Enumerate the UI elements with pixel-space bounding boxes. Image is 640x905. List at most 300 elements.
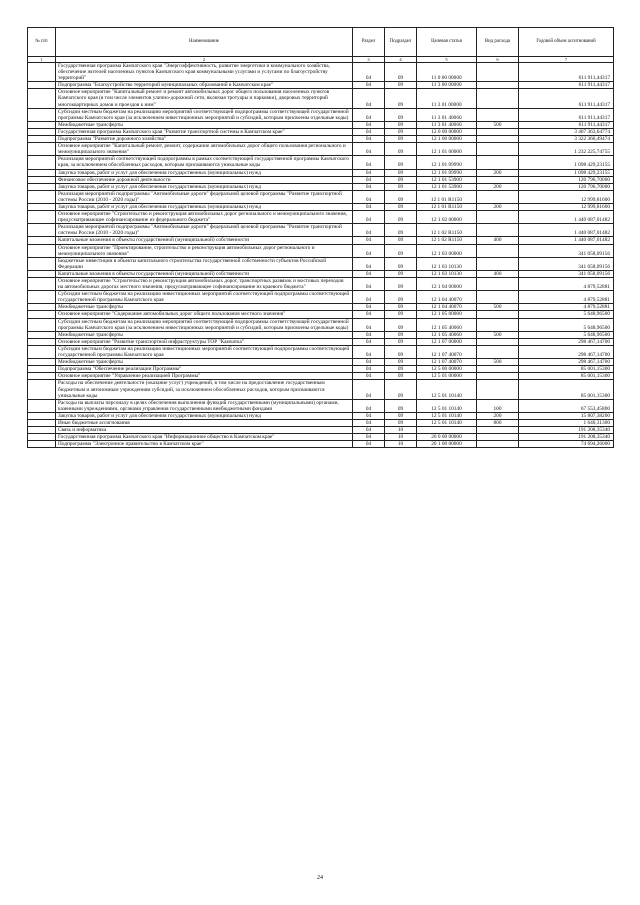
cell-num xyxy=(28,441,56,448)
table-row xyxy=(28,156,614,169)
cell-name: Закупка товаров, работ и услуг для обеспечения государственных (муниципальных) нужд xyxy=(56,412,353,419)
cell-csr: 12 1 04 00000 xyxy=(417,278,477,291)
cell-sum: 15 807,38200 xyxy=(519,412,614,419)
cell-razdel: 04 xyxy=(353,211,385,224)
cell-podrazdel: 09 xyxy=(385,121,417,128)
cell-num xyxy=(28,419,56,426)
cell-csr: 12 1 01 09990 xyxy=(417,169,477,176)
cell-csr: 12 1 03 10130 xyxy=(417,270,477,277)
cell-sum: 611 911,44317 xyxy=(519,82,614,89)
cell-num xyxy=(28,156,56,169)
cell-sum: 611 911,44317 xyxy=(519,108,614,121)
cell-podrazdel: 09 xyxy=(385,380,417,399)
cell-name: Основное мероприятие "Строительство и реконструкция автомобильных дорог, транспортных развязок и мостовых переходов на автомобильных дорогах местного значения, предусматривающее софинансирование из краевого бюджета" xyxy=(56,278,353,291)
cell-razdel: 04 xyxy=(353,203,385,210)
cell-podrazdel: 09 xyxy=(385,63,417,82)
header-vr: Вид расхода xyxy=(477,28,519,57)
cell-podrazdel: 09 xyxy=(385,304,417,311)
cell-csr: 12 1 05 40060 xyxy=(417,318,477,331)
cell-razdel: 04 xyxy=(353,257,385,270)
cell-vr xyxy=(477,345,519,358)
cell-name: Бюджетные инвестиции в объекты капитального строительства государственной собственности субъектов Российской Федерации xyxy=(56,257,353,270)
cell-num xyxy=(28,270,56,277)
cell-podrazdel: 09 xyxy=(385,128,417,135)
cell-vr xyxy=(477,224,519,237)
cell-sum: 1 098 429,23155 xyxy=(519,169,614,176)
cell-num xyxy=(28,331,56,338)
cell-podrazdel: 09 xyxy=(385,156,417,169)
cell-podrazdel: 09 xyxy=(385,89,417,108)
cell-csr: 12 1 02 R1150 xyxy=(417,224,477,237)
cell-vr xyxy=(477,82,519,89)
table-row xyxy=(28,121,614,128)
cell-podrazdel: 09 xyxy=(385,366,417,373)
cell-num xyxy=(28,176,56,183)
header-podrazdel: Подраздел xyxy=(385,28,417,57)
cell-sum: 1 440 087,01482 xyxy=(519,237,614,244)
table-row xyxy=(28,89,614,108)
cell-sum: 611 911,44317 xyxy=(519,89,614,108)
cell-vr: 500 xyxy=(477,359,519,366)
cell-name: Расходы на обеспечение деятельности (оказание услуг) учреждений, в том числе на предоставление государственным бюджетным и автономным учреждениям субсидий, за исключением обособленных расходов, которым присваиваются уникальные коды xyxy=(56,380,353,399)
cell-num xyxy=(28,169,56,176)
cell-csr: 12 5 01 10140 xyxy=(417,419,477,426)
cell-name: Государственная программа Камчатского края "Развитие транспортной системы в Камчатском крае" xyxy=(56,128,353,135)
cell-csr: 12 1 04 40070 xyxy=(417,291,477,304)
cell-csr: 12 1 01 53900 xyxy=(417,183,477,190)
cell-razdel: 04 xyxy=(353,338,385,345)
cell-name: Межбюджетные трансферты xyxy=(56,331,353,338)
cell-razdel: 04 xyxy=(353,244,385,257)
table-row xyxy=(28,176,614,183)
cell-vr xyxy=(477,176,519,183)
cell-razdel: 04 xyxy=(353,304,385,311)
cell-sum: 611 911,44317 xyxy=(519,63,614,82)
cell-razdel: 04 xyxy=(353,183,385,190)
cell-podrazdel: 09 xyxy=(385,399,417,412)
cell-name: Межбюджетные трансферты xyxy=(56,121,353,128)
cell-razdel: 04 xyxy=(353,190,385,203)
cell-csr: 12 1 02 00000 xyxy=(417,211,477,224)
cell-vr: 200 xyxy=(477,412,519,419)
cell-razdel: 04 xyxy=(353,399,385,412)
cell-razdel: 04 xyxy=(353,237,385,244)
cell-sum: 3 407 363,64774 xyxy=(519,128,614,135)
cell-vr: 500 xyxy=(477,331,519,338)
table-row xyxy=(28,434,614,441)
cell-razdel: 04 xyxy=(353,156,385,169)
cell-podrazdel: 09 xyxy=(385,311,417,318)
cell-num xyxy=(28,121,56,128)
table-row xyxy=(28,169,614,176)
cell-sum: 191 208,35340 xyxy=(519,427,614,434)
cell-num xyxy=(28,257,56,270)
cell-name: Основное мероприятие "Капитальный ремонт, ремонт, содержание автомобильных дорог общего пользования регионального и межмуниципального значения" xyxy=(56,143,353,156)
cell-vr xyxy=(477,244,519,257)
cell-name: Капитальные вложения в объекты государственной (муниципальной) собственности xyxy=(56,270,353,277)
cell-razdel: 04 xyxy=(353,136,385,143)
cell-razdel: 04 xyxy=(353,143,385,156)
table-row xyxy=(28,412,614,419)
cell-vr xyxy=(477,143,519,156)
cell-razdel: 04 xyxy=(353,412,385,419)
cell-csr xyxy=(417,427,477,434)
cell-csr: 12 1 02 R1150 xyxy=(417,237,477,244)
cell-podrazdel: 09 xyxy=(385,419,417,426)
cell-razdel: 04 xyxy=(353,108,385,121)
cell-num xyxy=(28,244,56,257)
cell-num xyxy=(28,278,56,291)
index-cell: 1 xyxy=(28,57,56,63)
table-row xyxy=(28,63,614,82)
cell-vr xyxy=(477,278,519,291)
cell-sum: 12 999,81600 xyxy=(519,190,614,203)
cell-podrazdel: 09 xyxy=(385,359,417,366)
cell-name: Подпрограмма "Электронное правительство в Камчатском крае" xyxy=(56,441,353,448)
cell-razdel: 04 xyxy=(353,82,385,89)
cell-podrazdel: 09 xyxy=(385,318,417,331)
cell-vr: 200 xyxy=(477,183,519,190)
cell-csr: 20 0 00 00000 xyxy=(417,434,477,441)
table-row xyxy=(28,237,614,244)
cell-podrazdel: 10 xyxy=(385,434,417,441)
cell-vr: 500 xyxy=(477,121,519,128)
cell-name: Иные бюджетные ассигнования xyxy=(56,419,353,426)
cell-razdel: 04 xyxy=(353,89,385,108)
cell-razdel: 04 xyxy=(353,345,385,358)
cell-vr xyxy=(477,311,519,318)
cell-csr: 11 3 01 40060 xyxy=(417,121,477,128)
cell-num xyxy=(28,190,56,203)
cell-podrazdel: 09 xyxy=(385,224,417,237)
cell-sum: 341 058,09156 xyxy=(519,244,614,257)
table-header-row xyxy=(28,28,614,57)
cell-name: Реализация мероприятий подпрограммы "Автомобильные дороги" федеральной целевой программы "Развитие транспортной системы России (2010 - 2020 годы)" xyxy=(56,190,353,203)
cell-podrazdel: 09 xyxy=(385,136,417,143)
cell-razdel: 04 xyxy=(353,224,385,237)
header-num: № п/п xyxy=(28,28,56,57)
header-sum: Годовой объем ассигнований xyxy=(519,28,614,57)
cell-razdel: 04 xyxy=(353,366,385,373)
cell-vr xyxy=(477,427,519,434)
table-row xyxy=(28,304,614,311)
cell-sum: 74 694,26000 xyxy=(519,441,614,448)
cell-num xyxy=(28,211,56,224)
cell-vr xyxy=(477,291,519,304)
cell-vr xyxy=(477,373,519,380)
index-cell: 7 xyxy=(519,57,614,63)
cell-sum: 3 322 366,49474 xyxy=(519,136,614,143)
cell-name: Подпрограмма "Обеспечение реализации Программы" xyxy=(56,366,353,373)
cell-name: Реализация мероприятий соответствующей подпрограммы в рамках соответствующей государственной программы Камчатского края, за исключением обособленных расходов, которым присваиваются уникальные коды xyxy=(56,156,353,169)
budget-table xyxy=(27,27,614,448)
cell-podrazdel: 09 xyxy=(385,143,417,156)
cell-vr xyxy=(477,338,519,345)
index-cell: 5 xyxy=(417,57,477,63)
table-row xyxy=(28,278,614,291)
cell-sum: 12 999,81600 xyxy=(519,203,614,210)
table-row xyxy=(28,366,614,373)
cell-csr: 12 1 01 R1150 xyxy=(417,190,477,203)
cell-podrazdel: 09 xyxy=(385,257,417,270)
cell-num xyxy=(28,345,56,358)
cell-sum: 298 467,14700 xyxy=(519,338,614,345)
cell-name: Субсидии местным бюджетам на реализацию инвестиционных мероприятий соответствующей подпрограммы соответствующей государственной программы Камчатского края xyxy=(56,291,353,304)
table-row xyxy=(28,359,614,366)
cell-sum: 4 879,52881 xyxy=(519,291,614,304)
cell-vr: 400 xyxy=(477,237,519,244)
cell-csr: 12 1 05 40060 xyxy=(417,331,477,338)
cell-csr: 12 1 01 09990 xyxy=(417,156,477,169)
cell-podrazdel: 09 xyxy=(385,176,417,183)
cell-csr: 20 1 00 00000 xyxy=(417,441,477,448)
cell-sum: 298 467,14700 xyxy=(519,359,614,366)
table-row xyxy=(28,441,614,448)
cell-num xyxy=(28,143,56,156)
cell-num xyxy=(28,412,56,419)
index-cell: 4 xyxy=(385,57,417,63)
cell-num xyxy=(28,63,56,82)
cell-name: Капитальные вложения в объекты государственной (муниципальной) собственности xyxy=(56,237,353,244)
cell-vr xyxy=(477,211,519,224)
cell-sum: 4 879,52881 xyxy=(519,278,614,291)
cell-sum: 341 058,09156 xyxy=(519,270,614,277)
cell-csr: 12 5 01 10140 xyxy=(417,399,477,412)
cell-sum: 120 796,70000 xyxy=(519,176,614,183)
cell-vr: 100 xyxy=(477,399,519,412)
table-row xyxy=(28,380,614,399)
cell-name: Основное мероприятие "Развитие транспортной инфраструктуры ТОР "Камчатка" xyxy=(56,338,353,345)
cell-csr: 12 0 00 00000 xyxy=(417,128,477,135)
cell-name: Субсидии местным бюджетам на реализацию мероприятий соответствующей подпрограммы соответствующей государственной программы Камчатского края (за исключением инвестиционных мероприятий и субсидий, которым присвоены отдельные коды) xyxy=(56,318,353,331)
table-row xyxy=(28,108,614,121)
table-row xyxy=(28,338,614,345)
cell-num xyxy=(28,359,56,366)
cell-num xyxy=(28,108,56,121)
cell-podrazdel: 09 xyxy=(385,291,417,304)
cell-num xyxy=(28,128,56,135)
cell-podrazdel: 10 xyxy=(385,427,417,434)
table-row xyxy=(28,427,614,434)
cell-name: Закупка товаров, работ и услуг для обеспечения государственных (муниципальных) нужд xyxy=(56,169,353,176)
cell-name: Расходы на выплаты персоналу в целях обеспечения выполнения функций государственными (муниципальными) органами, казенными учреждениями, органами управления государственными внебюджетными фондами xyxy=(56,399,353,412)
cell-num xyxy=(28,399,56,412)
cell-csr: 12 1 01 53900 xyxy=(417,176,477,183)
cell-razdel: 04 xyxy=(353,176,385,183)
cell-podrazdel: 09 xyxy=(385,211,417,224)
cell-sum: 4 879,52881 xyxy=(519,304,614,311)
cell-num xyxy=(28,237,56,244)
cell-razdel: 04 xyxy=(353,441,385,448)
cell-csr: 11 0 00 00000 xyxy=(417,63,477,82)
cell-name: Подпрограмма "Благоустройство территорий муниципальных образований в Камчатском крае" xyxy=(56,82,353,89)
cell-vr xyxy=(477,136,519,143)
cell-razdel: 04 xyxy=(353,169,385,176)
cell-razdel: 04 xyxy=(353,121,385,128)
cell-razdel: 04 xyxy=(353,278,385,291)
cell-vr: 200 xyxy=(477,203,519,210)
table-row xyxy=(28,399,614,412)
cell-sum: 1 440 087,01482 xyxy=(519,211,614,224)
cell-podrazdel: 10 xyxy=(385,441,417,448)
table-row xyxy=(28,183,614,190)
cell-num xyxy=(28,304,56,311)
cell-name: Субсидии местным бюджетам на реализацию инвестиционных мероприятий соответствующей подпрограммы соответствующей государственной программы Камчатского края xyxy=(56,345,353,358)
cell-num xyxy=(28,82,56,89)
cell-num xyxy=(28,136,56,143)
cell-podrazdel: 09 xyxy=(385,237,417,244)
table-row xyxy=(28,419,614,426)
cell-razdel: 04 xyxy=(353,291,385,304)
cell-podrazdel: 09 xyxy=(385,244,417,257)
cell-vr xyxy=(477,380,519,399)
index-cell: 2 xyxy=(56,57,353,63)
cell-num xyxy=(28,434,56,441)
cell-name: Реализация мероприятий подпрограммы "Автомобильные дороги" федеральной целевой программы "Развитие транспортной системы России (2010 - 2020 годы)" xyxy=(56,224,353,237)
table-row xyxy=(28,311,614,318)
cell-csr: 12 5 01 10140 xyxy=(417,412,477,419)
table-row xyxy=(28,224,614,237)
cell-name: Основное мероприятие "Содержание автомобильных дорог общего пользования местного значения" xyxy=(56,311,353,318)
cell-num xyxy=(28,291,56,304)
cell-name: Государственная программа Камчатского края "Информационное общество в Камчатском крае" xyxy=(56,434,353,441)
cell-razdel: 04 xyxy=(353,63,385,82)
table-row xyxy=(28,373,614,380)
table-row xyxy=(28,257,614,270)
cell-podrazdel: 09 xyxy=(385,169,417,176)
cell-sum: 5 648,96500 xyxy=(519,318,614,331)
cell-name: Субсидии местным бюджетам на реализацию мероприятий соответствующей подпрограммы соответствующей государственной программы Камчатского края (за исключением инвестиционных мероприятий и субсидий, которым присвоены отдельные коды) xyxy=(56,108,353,121)
index-cell: 6 xyxy=(477,57,519,63)
cell-sum: 191 208,35340 xyxy=(519,434,614,441)
cell-csr: 12 5 00 00000 xyxy=(417,366,477,373)
cell-csr: 12 1 05 00000 xyxy=(417,311,477,318)
table-row xyxy=(28,331,614,338)
cell-num xyxy=(28,89,56,108)
cell-csr: 11 3 01 40060 xyxy=(417,108,477,121)
cell-vr xyxy=(477,318,519,331)
cell-razdel: 04 xyxy=(353,434,385,441)
cell-sum: 5 648,96500 xyxy=(519,331,614,338)
cell-sum: 1 232 225,74755 xyxy=(519,143,614,156)
cell-name: Государственная программа Камчатского края "Энергоэффективность, развитие энергетики и коммунального хозяйства, обеспечение жителей населенных пунктов Камчатского края коммунальными услугами и услугами по благоустройству территорий" xyxy=(56,63,353,82)
table-row xyxy=(28,143,614,156)
cell-csr: 11 3 01 00000 xyxy=(417,89,477,108)
cell-podrazdel: 09 xyxy=(385,331,417,338)
cell-razdel: 04 xyxy=(353,318,385,331)
cell-name: Закупка товаров, работ и услуг для обеспечения государственных (муниципальных) нужд xyxy=(56,183,353,190)
table-row xyxy=(28,291,614,304)
cell-name: Основное мероприятие "Капитальный ремонт и ремонт автомобильных дорог общего пользования населенных пунктов Камчатского края (в том числе элементов улично-дорожной сети, включая тротуары и парковки), дворовых территорий многоквартирных домов и проездов к ним" xyxy=(56,89,353,108)
cell-sum: 1 440 087,01482 xyxy=(519,224,614,237)
cell-podrazdel: 09 xyxy=(385,278,417,291)
cell-name: Межбюджетные трансферты xyxy=(56,304,353,311)
cell-sum: 1 098 429,23155 xyxy=(519,156,614,169)
cell-num xyxy=(28,427,56,434)
cell-csr: 12 1 04 40070 xyxy=(417,304,477,311)
cell-name: Связь и информатика xyxy=(56,427,353,434)
cell-vr: 500 xyxy=(477,304,519,311)
cell-num xyxy=(28,366,56,373)
cell-vr xyxy=(477,63,519,82)
table-row xyxy=(28,270,614,277)
cell-sum: 67 553,45800 xyxy=(519,399,614,412)
cell-csr: 12 5 01 00000 xyxy=(417,373,477,380)
cell-razdel: 04 xyxy=(353,419,385,426)
cell-razdel: 04 xyxy=(353,128,385,135)
cell-csr: 12 1 07 40070 xyxy=(417,345,477,358)
header-razdel: Раздел xyxy=(353,28,385,57)
header-name: Наименование xyxy=(56,28,353,57)
cell-vr xyxy=(477,366,519,373)
cell-sum: 298 467,14700 xyxy=(519,345,614,358)
cell-name: Межбюджетные трансферты xyxy=(56,359,353,366)
cell-vr xyxy=(477,257,519,270)
table-row xyxy=(28,190,614,203)
cell-csr: 12 1 07 00000 xyxy=(417,338,477,345)
cell-csr: 12 1 01 00000 xyxy=(417,143,477,156)
cell-sum: 85 001,15300 xyxy=(519,373,614,380)
cell-num xyxy=(28,373,56,380)
table-row xyxy=(28,82,614,89)
page-number: 24 xyxy=(317,875,323,881)
cell-num xyxy=(28,380,56,399)
cell-razdel: 04 xyxy=(353,427,385,434)
cell-razdel: 04 xyxy=(353,373,385,380)
cell-vr: 800 xyxy=(477,419,519,426)
cell-vr: 200 xyxy=(477,169,519,176)
cell-sum: 5 648,96500 xyxy=(519,311,614,318)
cell-podrazdel: 09 xyxy=(385,183,417,190)
cell-vr xyxy=(477,108,519,121)
cell-podrazdel: 09 xyxy=(385,108,417,121)
cell-name: Основное мероприятие "Проектирование, строительство и реконструкция автомобильных дорог регионального и межмуниципального значения" xyxy=(56,244,353,257)
cell-vr xyxy=(477,89,519,108)
cell-csr: 12 1 01 R1150 xyxy=(417,203,477,210)
cell-csr: 11 3 00 00000 xyxy=(417,82,477,89)
cell-vr xyxy=(477,434,519,441)
cell-podrazdel: 09 xyxy=(385,338,417,345)
cell-name: Основное мероприятие "Строительство и реконструкция автомобильных дорог регионального и межмуниципального значения, предусматривающее софинансирование из федерального бюджета" xyxy=(56,211,353,224)
cell-vr: 400 xyxy=(477,270,519,277)
table-row xyxy=(28,345,614,358)
cell-sum: 120 796,70000 xyxy=(519,183,614,190)
cell-csr: 12 1 03 10130 xyxy=(417,257,477,270)
index-cell: 3 xyxy=(353,57,385,63)
budget-table-sheet xyxy=(27,27,613,448)
cell-podrazdel: 09 xyxy=(385,373,417,380)
cell-sum: 85 001,15300 xyxy=(519,380,614,399)
cell-name: Финансовое обеспечение дорожной деятельности xyxy=(56,176,353,183)
cell-podrazdel: 09 xyxy=(385,345,417,358)
cell-name: Закупка товаров, работ и услуг для обеспечения государственных (муниципальных) нужд xyxy=(56,203,353,210)
cell-vr xyxy=(477,128,519,135)
cell-name: Основное мероприятие "Управление реализацией Программы" xyxy=(56,373,353,380)
cell-podrazdel: 09 xyxy=(385,203,417,210)
cell-name: Подпрограмма "Развитие дорожного хозяйства" xyxy=(56,136,353,143)
cell-razdel: 04 xyxy=(353,359,385,366)
cell-num xyxy=(28,311,56,318)
cell-vr xyxy=(477,441,519,448)
cell-vr xyxy=(477,190,519,203)
table-row xyxy=(28,136,614,143)
table-row xyxy=(28,244,614,257)
table-row xyxy=(28,211,614,224)
cell-num xyxy=(28,183,56,190)
table-row xyxy=(28,203,614,210)
cell-razdel: 04 xyxy=(353,270,385,277)
cell-vr xyxy=(477,156,519,169)
